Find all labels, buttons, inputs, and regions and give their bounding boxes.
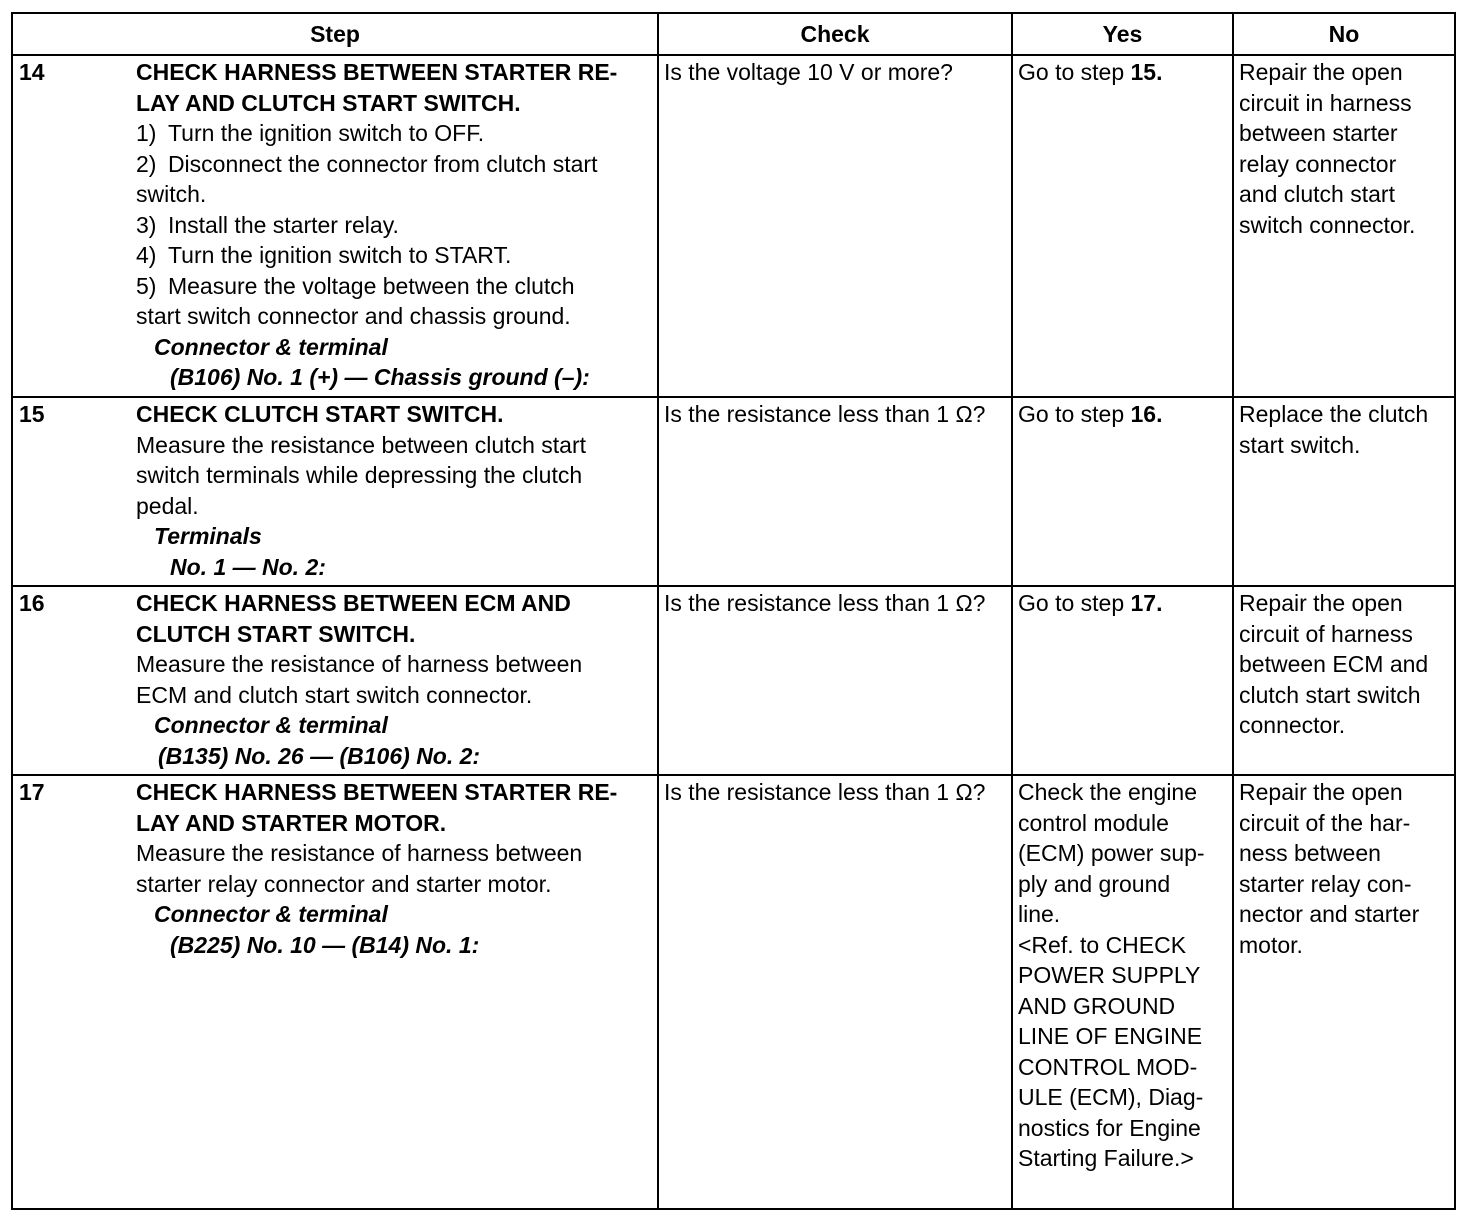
yes-text: Go to step <box>1018 59 1131 85</box>
reference-text: <Ref. to CHECK <box>1018 931 1187 958</box>
terminals-heading: Terminals <box>154 523 262 549</box>
check-question: Is the resistance less than 1 Ω? <box>658 397 1012 586</box>
step-instruction: switch. <box>136 181 207 207</box>
step-number: 14 <box>12 55 136 397</box>
step-title: LAY AND CLUTCH START SWITCH. <box>136 89 521 116</box>
step-instruction: switch terminals while depressing the clutch <box>136 462 583 488</box>
no-action <box>1233 586 1455 775</box>
yes-action <box>1012 397 1233 586</box>
reference-text: nostics for Engine <box>1018 1114 1201 1141</box>
table-row <box>12 586 1455 775</box>
yes-text: Go to step <box>1018 401 1131 427</box>
header-step: Step <box>12 13 658 55</box>
step-title: CHECK HARNESS BETWEEN STARTER RE- <box>136 779 618 805</box>
step-title: LAY AND STARTER MOTOR. <box>136 809 447 836</box>
step-title: CHECK CLUTCH START SWITCH. <box>136 401 504 427</box>
no-action <box>1233 397 1455 586</box>
step-instruction: 3) Install the starter relay. <box>136 211 399 238</box>
header-no: No <box>1233 13 1455 55</box>
diagnostic-table <box>11 12 1456 1210</box>
step-title: CHECK HARNESS BETWEEN STARTER RE- <box>136 59 618 85</box>
connector-terminal: (B225) No. 10 — (B14) No. 1: <box>170 931 480 958</box>
connector-terminal: (B135) No. 26 — (B106) No. 2: <box>158 742 481 769</box>
no-text: Repair the open <box>1239 779 1403 805</box>
connector-heading: Connector & terminal <box>154 333 388 360</box>
step-instruction: ECM and clutch start switch connector. <box>136 681 533 708</box>
step-number: 16 <box>12 586 136 775</box>
step-instruction: 2) Disconnect the connector from clutch start <box>136 150 598 177</box>
reference-text: CONTROL MOD- <box>1018 1053 1198 1080</box>
no-text: ness between <box>1239 840 1381 866</box>
no-text: nector and starter <box>1239 901 1420 927</box>
check-question: Is the resistance less than 1 Ω? <box>658 775 1012 1209</box>
reference-text: Starting Failure.> <box>1018 1145 1194 1171</box>
no-text: between ECM and <box>1239 651 1429 677</box>
yes-text: ply and ground <box>1018 870 1171 897</box>
connector-heading: Connector & terminal <box>154 901 388 927</box>
no-text: relay connector <box>1239 150 1397 177</box>
reference-text: ULE (ECM), Diag- <box>1018 1084 1204 1110</box>
no-text: Repair the open <box>1239 59 1403 85</box>
no-text: Repair the open <box>1239 590 1403 616</box>
step-instruction: start switch connector and chassis ground. <box>136 303 571 329</box>
step-instruction: 5) Measure the voltage between the clutch <box>136 272 575 299</box>
yes-text: Check the engine <box>1018 779 1198 805</box>
step-instruction: Measure the resistance of harness between <box>136 651 583 677</box>
yes-text: line. <box>1018 901 1061 927</box>
no-text: circuit of the har- <box>1239 809 1411 836</box>
step-description <box>136 55 658 397</box>
no-text: and clutch start <box>1239 181 1395 207</box>
reference-text: AND GROUND <box>1018 992 1176 1019</box>
no-text: circuit in harness <box>1239 89 1412 116</box>
yes-text: control module <box>1018 809 1169 836</box>
step-description <box>136 397 658 586</box>
no-text: motor. <box>1239 931 1303 958</box>
yes-step-link: 17. <box>1130 590 1163 616</box>
no-text: Replace the clutch <box>1239 401 1429 427</box>
step-number: 15 <box>12 397 136 586</box>
table-row <box>12 55 1455 397</box>
step-instruction: pedal. <box>136 492 199 519</box>
yes-action <box>1012 55 1233 397</box>
reference-text: LINE OF ENGINE <box>1018 1023 1203 1049</box>
step-instruction: Measure the resistance between clutch start <box>136 431 587 458</box>
no-text: circuit of harness <box>1239 620 1413 647</box>
no-action <box>1233 775 1455 1209</box>
no-text: switch connector. <box>1239 211 1416 238</box>
no-text: connector. <box>1239 712 1346 738</box>
yes-step-link: 15. <box>1130 59 1163 85</box>
header-check: Check <box>658 13 1012 55</box>
step-instruction: Measure the resistance of harness between <box>136 840 583 866</box>
step-instruction: 1) Turn the ignition switch to OFF. <box>136 120 485 146</box>
yes-step-link: 16. <box>1130 401 1163 427</box>
check-question: Is the voltage 10 V or more? <box>658 55 1012 397</box>
yes-action <box>1012 775 1233 1209</box>
yes-text: Go to step <box>1018 590 1131 616</box>
yes-text: (ECM) power sup- <box>1018 840 1205 866</box>
no-action <box>1233 55 1455 397</box>
step-title: CHECK HARNESS BETWEEN ECM AND <box>136 590 571 616</box>
header-yes: Yes <box>1012 13 1233 55</box>
terminals-value: No. 1 — No. 2: <box>170 553 326 580</box>
step-title: CLUTCH START SWITCH. <box>136 620 416 647</box>
table-row <box>12 775 1455 1209</box>
no-text: between starter <box>1239 120 1398 146</box>
connector-heading: Connector & terminal <box>154 712 388 738</box>
no-text: clutch start switch <box>1239 681 1421 708</box>
no-text: starter relay con- <box>1239 870 1412 897</box>
connector-terminal: (B106) No. 1 (+) — Chassis ground (–): <box>170 364 590 390</box>
no-text: start switch. <box>1239 431 1361 458</box>
reference-text: POWER SUPPLY <box>1018 962 1201 988</box>
check-question: Is the resistance less than 1 Ω? <box>658 586 1012 775</box>
step-number: 17 <box>12 775 136 1209</box>
header-row <box>12 13 1455 55</box>
step-instruction: 4) Turn the ignition switch to START. <box>136 242 512 268</box>
step-instruction: starter relay connector and starter motor. <box>136 870 552 897</box>
step-description <box>136 775 658 1209</box>
table-row <box>12 397 1455 586</box>
yes-action <box>1012 586 1233 775</box>
step-description <box>136 586 658 775</box>
